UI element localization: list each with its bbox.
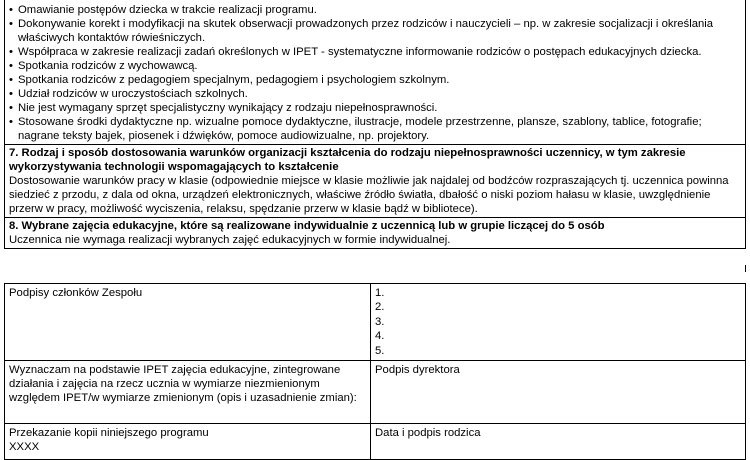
list-item: • Spotkania rodziców z pedagogiem specjalnym, pedagogiem i psychologiem szkolnym. (9, 73, 742, 87)
parent-cooperation-cell (5, 0, 746, 145)
list-item: • Spotkania rodziców z wychowawcą. (9, 59, 742, 73)
section-8-cell (5, 218, 746, 249)
ipet-upper-table (4, 0, 746, 249)
list-item: • Dokonywanie korekt i modyfikacji na skutek obserwacji prowadzonych przez rodziców i nauczycieli – np. w zakresie socjalizacji i określania właściwych kontaktów rówieśniczych. (9, 17, 742, 45)
team-signatures-cell (371, 284, 746, 361)
section-7-heading: 7. Rodzaj i sposób dostosowania warunków organizacji kształcenia do rodzaju niepełnosprawności uczennicy, w tym zakresie wykorzystywania technologii wspomagających to kształcenie (9, 147, 686, 173)
team-signatures-label-cell (5, 284, 371, 361)
page-gap (0, 265, 750, 283)
parent-signature-cell (371, 424, 746, 460)
table-edge-mark (745, 265, 746, 272)
team-member-number: 5. (375, 344, 385, 357)
bullet-list (9, 3, 742, 143)
list-item: • Udział rodziców w uroczystościach szkolnych. (9, 87, 742, 101)
section-7-body: Dostosowanie warunków pracy w klasie (odpowiednie miejsce w klasie możliwie jak najdalej od bodźców rozpraszających tj. uczennica powinna siedzieć z przodu, z dala od okna, urządzeń elektronicznych, właściwe źródło światła, dbałość o niski poziom hałasu w klasie, uwzględnienie przerw w pracy, możliwość wyciszenia, relaksu, spędzanie przerw w klasie bądź w bibliotece). (9, 175, 729, 215)
team-signatures-label: Podpisy członków Zespołu (9, 287, 143, 299)
team-member-number: 4. (375, 330, 385, 343)
copy-transfer-cell (5, 424, 371, 460)
team-member-list (375, 286, 741, 358)
list-item: • Stosowane środki dydaktyczne np. wizualne pomoce dydaktyczne, ilustracje, modele przestrzenne, plansze, szablony, tablice, fotografie; nagrane teksty bajek, piosenek i dźwięków, pomoce audiowizualne, np. projektory. (9, 115, 742, 143)
team-member-number: 3. (375, 315, 385, 328)
list-item: • Omawianie postępów dziecka w trakcie realizacji programu. (9, 3, 742, 17)
section-8-heading: 8. Wybrane zajęcia edukacyjne, które są realizowane indywidualnie z uczennicą lub w grupie liczącej do 5 osób (9, 220, 605, 232)
team-member-number: 1. (375, 287, 385, 299)
parent-signature-label: Data i podpis rodzica (375, 427, 481, 440)
director-signature-label: Podpis dyrektora (375, 364, 460, 377)
copy-transfer-value: XXXX (9, 441, 40, 454)
section-8-body: Uczennica nie wymaga realizacji wybranych zajęć edukacyjnych w formie indywidualnej. (9, 234, 451, 246)
assignment-cell (5, 361, 371, 424)
list-item: • Nie jest wymagany sprzęt specjalistyczny wynikający z rodzaju niepełnosprawności. (9, 101, 742, 115)
copy-transfer-label: Przekazanie kopii niniejszego programu (9, 427, 209, 440)
section-7-cell (5, 145, 746, 218)
director-signature-cell (371, 361, 746, 424)
signature-table (4, 283, 746, 460)
team-member-number: 2. (375, 301, 385, 314)
assignment-text: Wyznaczam na podstawie IPET zajęcia edukacyjne, zintegrowane działania i zajęcia na rzecz ucznia w wymiarze niezmienionym względem IPET/w wymiarze zmienionym (opis i uzasadnienie zmian): (9, 364, 357, 405)
list-item: • Współpraca w zakresie realizacji zadań określonych w IPET - systematyczne informowanie rodziców o postępach edukacyjnych dziecka. (9, 45, 742, 59)
